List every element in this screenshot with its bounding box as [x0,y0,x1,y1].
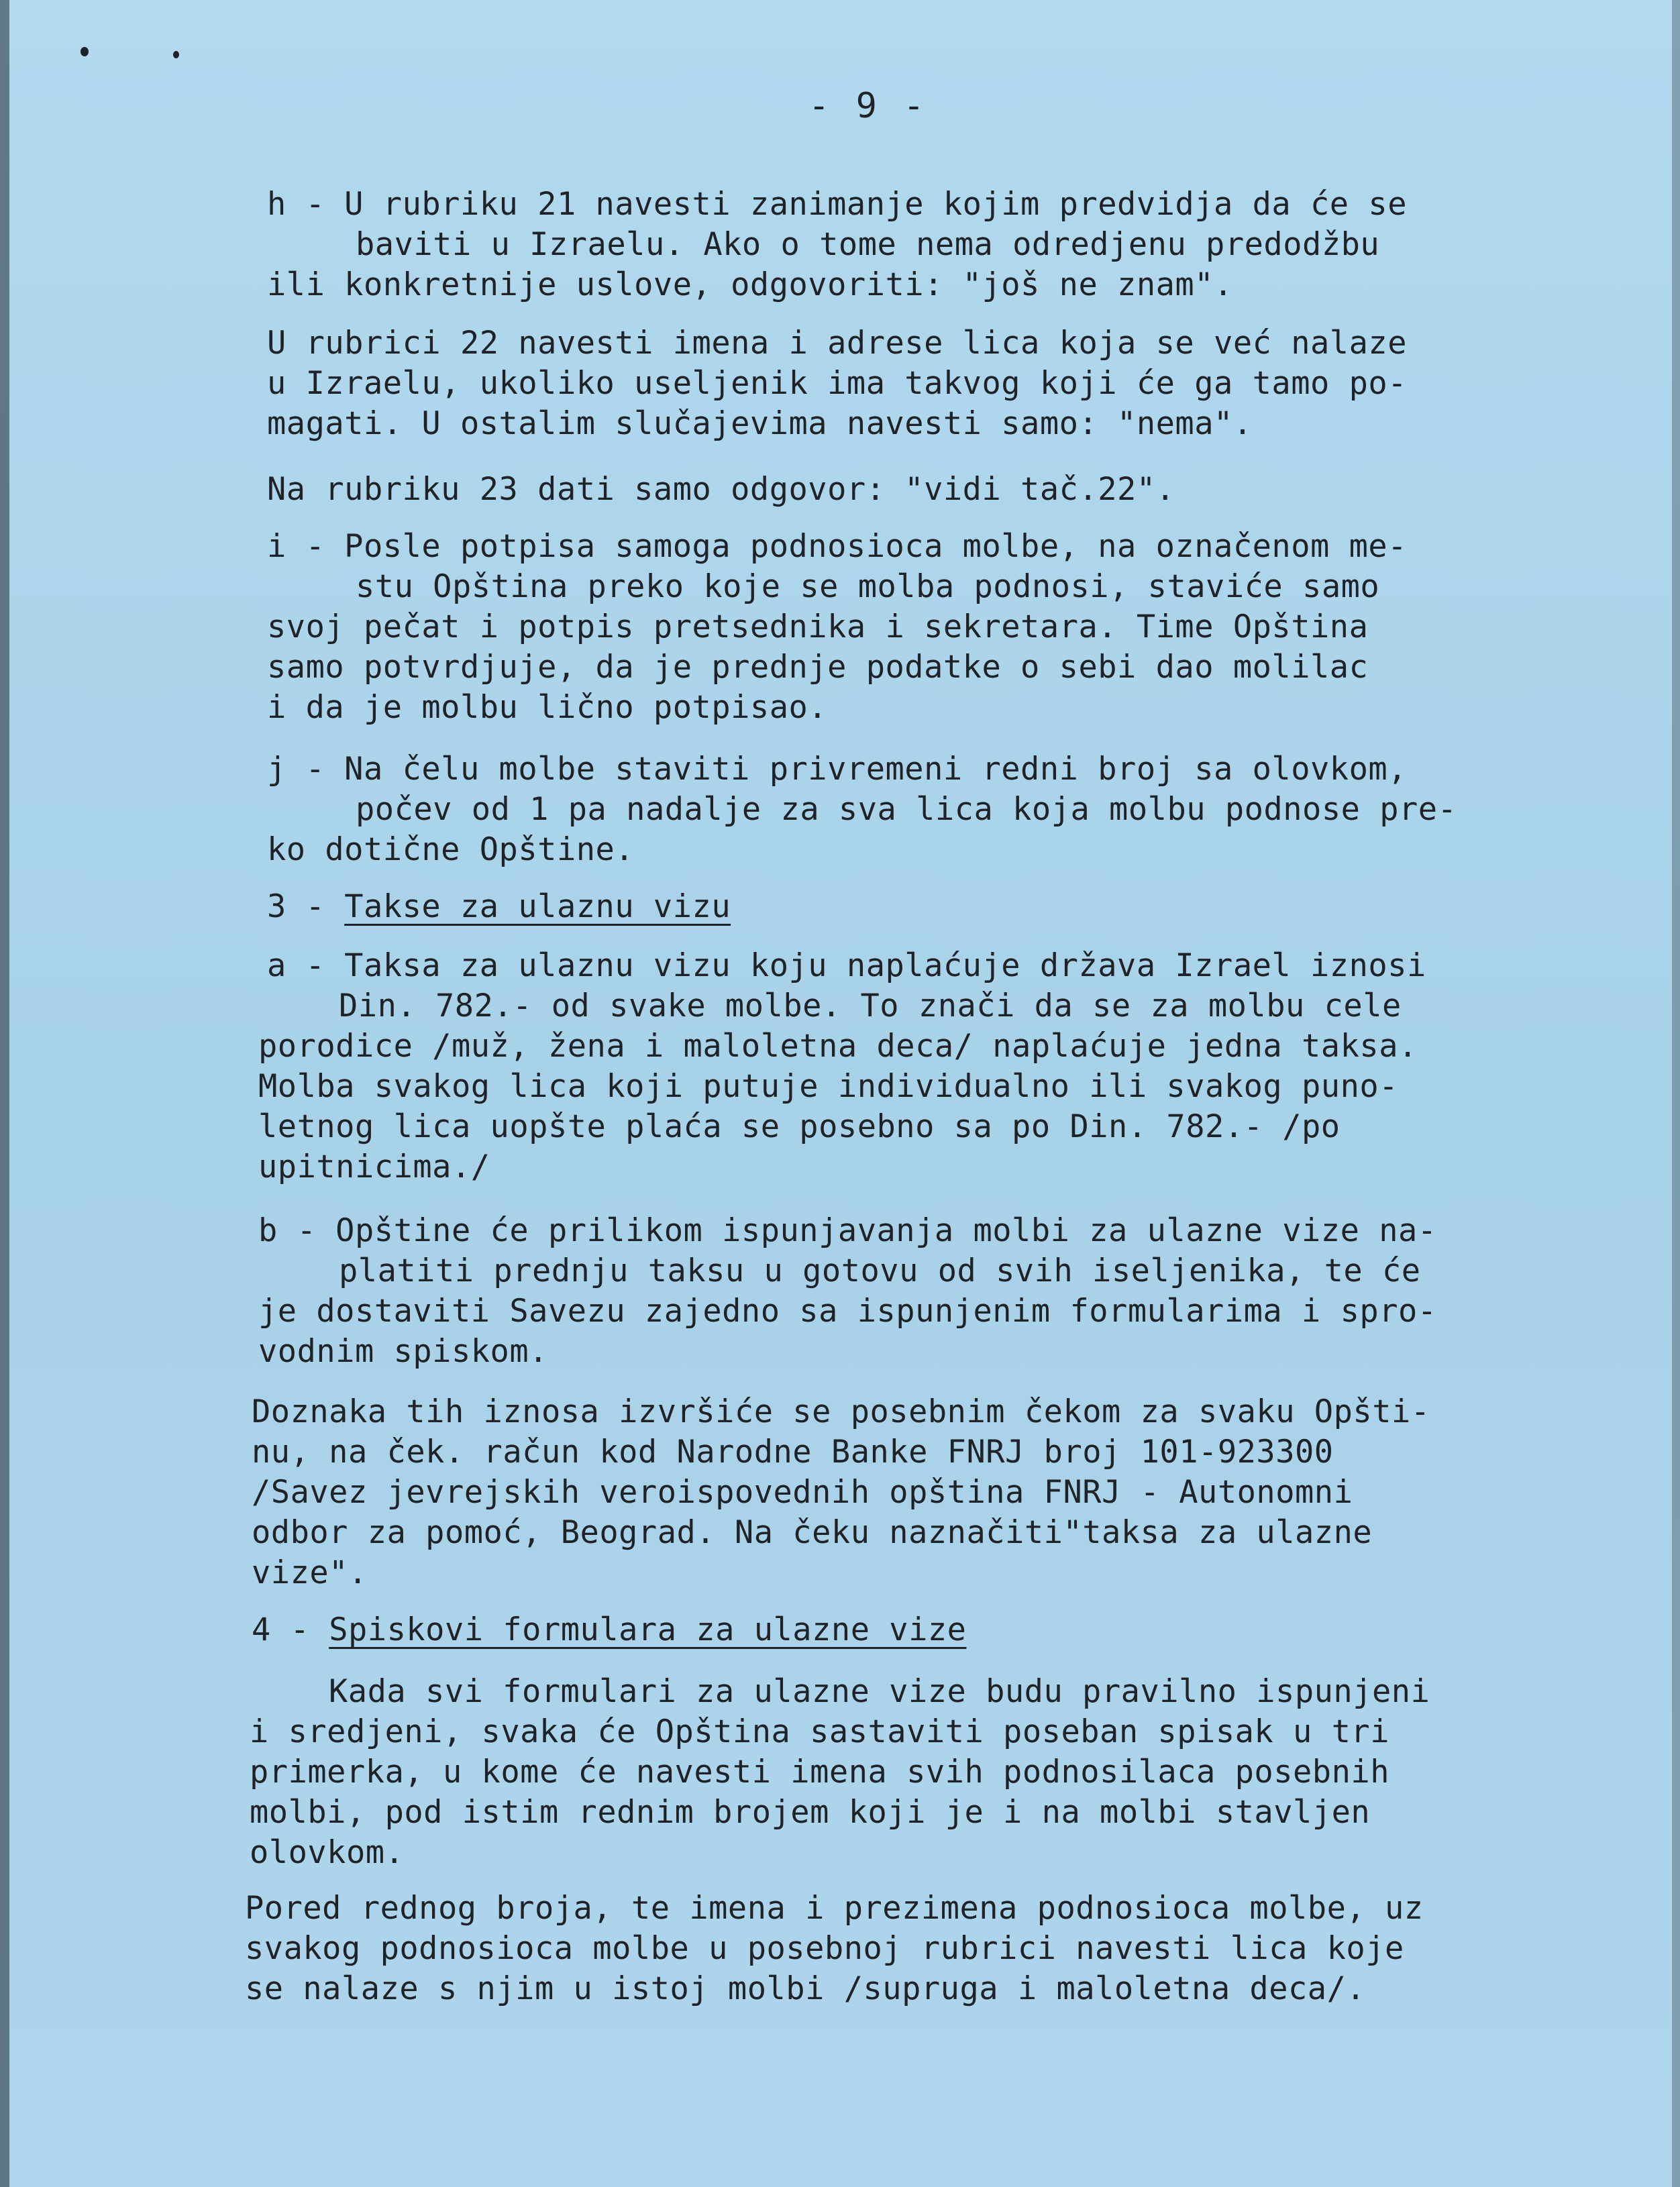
section-heading-3 [267,887,731,927]
text-line: letnog lica uopšte plaća se posebno sa po Din. 782.- /po [258,1108,1341,1145]
text-line: baviti u Izraelu. Ako o tome nema odredjenu predodžbu [356,226,1380,263]
text-line: Din. 782.- od svake molbe. To znači da se za molbu cele [339,988,1402,1024]
page-left-edge-shadow [0,0,9,2187]
text-line: Na rubriku 23 dati samo odgovor: "vidi tač.22". [267,471,1175,508]
text-line: nu, na ček. račun kod Narodne Banke FNRJ broj 101-923300 [252,1434,1334,1471]
section-title: Takse za ulaznu vizu [344,888,731,925]
text-line: upitnicima./ [258,1149,490,1185]
text-line: i sredjeni, svaka će Opština sastaviti poseban spisak u tri [250,1713,1389,1750]
text-line: porodice /muž, žena i maloletna deca/ naplaćuje jedna taksa. [258,1028,1418,1065]
text-line: platiti prednju taksu u gotovu od svih iseljenika, te će [339,1252,1421,1289]
text-line: svoj pečat i potpis pretsednika i sekretara. Time Opština [267,608,1369,645]
page-right-edge-shadow [1672,0,1680,2187]
text-line: je dostaviti Savezu zajedno sa ispunjenim formularima i spro- [258,1293,1437,1330]
text-line: Molba svakog lica koji putuje individualno ili svakog puno- [258,1068,1398,1105]
text-line: samo potvrdjuje, da je prednje podatke o sebi dao molilac [267,649,1369,686]
section-number: 4 - [252,1611,329,1648]
text-line: vize". [252,1554,368,1591]
text-line: b - Opštine će prilikom ispunjavanja molbi za ulazne vize na- [258,1212,1437,1249]
text-line: ili konkretnije uslove, odgovoriti: "još ne znam". [267,266,1233,303]
text-line: /Savez jevrejskih veroispovednih opština FNRJ - Autonomni [252,1474,1353,1511]
section-title: Spiskovi formulara za ulazne vize [329,1611,967,1648]
text-line: Doznaka tih iznosa izvršiće se posebnim čekom za svaku Opšti- [252,1393,1430,1430]
text-line: stu Opština preko koje se molba podnosi, staviće samo [356,568,1380,605]
text-line: olovkom. [250,1834,405,1871]
text-line: se nalaze s njim u istoj molbi /supruga i maloletna deca/. [245,1970,1366,2007]
section-number: 3 - [267,888,345,925]
text-line: molbi, pod istim rednim brojem koji je i na molbi stavljen [250,1794,1371,1831]
text-line: u Izraelu, ukoliko useljenik ima takvog koji će ga tamo po- [267,365,1407,402]
text-line: počev od 1 pa nadalje za sva lica koja molbu podnose pre- [356,791,1457,828]
punch-mark-left [81,47,89,56]
text-line: primerka, u kome će navesti imena svih podnosilaca posebnih [250,1754,1389,1791]
text-line: i - Posle potpisa samoga podnosioca molbe, na označenom me- [267,528,1407,565]
punch-mark-right [173,51,179,58]
section-heading-4 [252,1610,966,1650]
text-line: U rubrici 22 navesti imena i adrese lica koja se već nalaze [267,325,1407,362]
page-number: - 9 - [808,86,927,126]
text-line: h - U rubriku 21 navesti zanimanje kojim predvidja da će se [267,186,1407,223]
text-line: i da je molbu lično potpisao. [267,689,828,726]
text-line: Pored rednog broja, te imena i prezimena podnosioca molbe, uz [245,1890,1424,1927]
text-line: vodnim spiskom. [258,1333,548,1370]
text-line: odbor za pomoć, Beograd. Na čeku naznačiti"taksa za ulazne [252,1514,1373,1551]
text-line: svakog podnosioca molbe u posebnoj rubrici navesti lica koje [245,1930,1404,1967]
text-line: j - Na čelu molbe staviti privremeni redni broj sa olovkom, [267,751,1407,788]
text-line: magati. U ostalim slučajevima navesti samo: "nema". [267,405,1253,442]
text-line: a - Taksa za ulaznu vizu koju naplaćuje država Izrael iznosi [267,947,1426,984]
text-line: ko dotične Opštine. [267,831,635,868]
text-line: Kada svi formulari za ulazne vize budu pravilno ispunjeni [329,1673,1430,1710]
